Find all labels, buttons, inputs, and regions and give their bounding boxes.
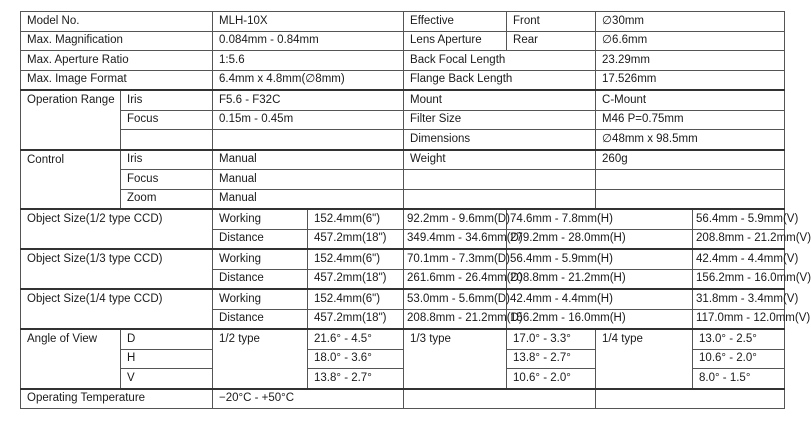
value-control-zoom: Manual bbox=[213, 189, 404, 209]
value-size-v: 117.0mm - 12.0mm(V) bbox=[693, 309, 785, 329]
label-op-iris: Iris bbox=[121, 90, 213, 110]
empty-cell bbox=[404, 170, 596, 190]
value-rear: ∅6.6mm bbox=[596, 31, 785, 51]
label-type-quarter: 1/4 type bbox=[596, 329, 693, 389]
label-control-focus: Focus bbox=[121, 170, 213, 190]
label-filter-size: Filter Size bbox=[404, 110, 596, 130]
value-size-d: 349.4mm - 34.6mm(D) bbox=[404, 229, 507, 249]
label-weight: Weight bbox=[404, 150, 596, 170]
label-operation-range: Operation Range bbox=[21, 90, 121, 150]
value-control-focus: Manual bbox=[213, 170, 404, 190]
value-angle-half-v: 13.8° - 2.7° bbox=[308, 369, 404, 389]
label-mount: Mount bbox=[404, 90, 596, 110]
value-distance: 152.4mm(6") bbox=[308, 249, 404, 269]
row-op-temp bbox=[21, 389, 785, 409]
value-size-v: 56.4mm - 5.9mm(V) bbox=[693, 209, 785, 229]
value-size-v: 31.8mm - 3.4mm(V) bbox=[693, 289, 785, 309]
row-operation-focus bbox=[21, 110, 785, 130]
value-distance: 152.4mm(6") bbox=[308, 209, 404, 229]
value-size-h: 42.4mm - 4.4mm(H) bbox=[507, 289, 693, 309]
row-object-half-working bbox=[21, 209, 785, 229]
label-control-zoom: Zoom bbox=[121, 189, 213, 209]
value-size-d: 261.6mm - 26.4mm(D) bbox=[404, 269, 507, 289]
row-control-zoom bbox=[21, 189, 785, 209]
value-size-h: 208.8mm - 21.2mm(H) bbox=[507, 269, 693, 289]
label-distance: Distance bbox=[213, 269, 308, 289]
label-back-focal: Back Focal Length bbox=[404, 51, 596, 71]
row-model bbox=[21, 12, 785, 32]
label-lens-aperture: Lens Aperture bbox=[404, 31, 507, 51]
row-object-quarter-working bbox=[21, 289, 785, 309]
value-distance: 457.2mm(18") bbox=[308, 229, 404, 249]
row-control-iris bbox=[21, 150, 785, 170]
empty-cell bbox=[404, 389, 596, 409]
label-type-half: 1/2 type bbox=[213, 329, 308, 389]
label-working: Working bbox=[213, 289, 308, 309]
value-size-h: 74.6mm - 7.8mm(H) bbox=[507, 209, 693, 229]
row-angle-d bbox=[21, 329, 785, 349]
label-rear: Rear bbox=[507, 31, 596, 51]
value-size-h: 56.4mm - 5.9mm(H) bbox=[507, 249, 693, 269]
row-operation-empty bbox=[21, 130, 785, 150]
value-size-d: 208.8mm - 21.2mm(D) bbox=[404, 309, 507, 329]
value-front: ∅30mm bbox=[596, 12, 785, 32]
value-aperture-ratio: 1:5.6 bbox=[213, 51, 404, 71]
label-dimensions: Dimensions bbox=[404, 130, 596, 150]
empty-cell bbox=[596, 389, 785, 409]
empty-cell bbox=[596, 170, 785, 190]
spec-table bbox=[20, 11, 811, 409]
value-distance: 457.2mm(18") bbox=[308, 269, 404, 289]
label-working: Working bbox=[213, 209, 308, 229]
row-control-focus bbox=[21, 170, 785, 190]
value-op-focus: 0.15m - 0.45m bbox=[213, 110, 404, 130]
value-angle-half-d: 21.6° - 4.5° bbox=[308, 329, 404, 349]
value-mount: C-Mount bbox=[596, 90, 785, 110]
value-dimensions: ∅48mm x 98.5mm bbox=[596, 130, 785, 150]
value-weight: 260g bbox=[596, 150, 785, 170]
label-distance: Distance bbox=[213, 229, 308, 249]
label-type-third: 1/3 type bbox=[404, 329, 507, 389]
row-magnification bbox=[21, 31, 785, 51]
label-angle-v: V bbox=[121, 369, 213, 389]
value-angle-quarter-v: 8.0° - 1.5° bbox=[693, 369, 785, 389]
label-model: Model No. bbox=[21, 12, 213, 32]
label-object-third: Object Size(1/3 type CCD) bbox=[21, 249, 213, 289]
empty-cell bbox=[404, 189, 596, 209]
value-size-d: 70.1mm - 7.3mm(D) bbox=[404, 249, 507, 269]
empty-cell bbox=[213, 130, 404, 150]
value-angle-third-v: 10.6° - 2.0° bbox=[507, 369, 596, 389]
value-op-iris: F5.6 - F32C bbox=[213, 90, 404, 110]
value-distance: 152.4mm(6") bbox=[308, 289, 404, 309]
value-size-v: 208.8mm - 21.2mm(V) bbox=[693, 229, 785, 249]
label-flange-back: Flange Back Length bbox=[404, 70, 596, 90]
empty-cell bbox=[596, 189, 785, 209]
label-angle-of-view: Angle of View bbox=[21, 329, 121, 389]
label-aperture-ratio: Max. Aperture Ratio bbox=[21, 51, 213, 71]
value-model: MLH-10X bbox=[213, 12, 404, 32]
value-size-h: 156.2mm - 16.0mm(H) bbox=[507, 309, 693, 329]
value-size-v: 156.2mm - 16.0mm(V) bbox=[693, 269, 785, 289]
label-front: Front bbox=[507, 12, 596, 32]
value-size-v: 42.4mm - 4.4mm(V) bbox=[693, 249, 785, 269]
row-image-format bbox=[21, 70, 785, 90]
value-angle-third-d: 17.0° - 3.3° bbox=[507, 329, 596, 349]
value-distance: 457.2mm(18") bbox=[308, 309, 404, 329]
value-op-temp: −20°C - +50°C bbox=[213, 389, 404, 409]
label-control-iris: Iris bbox=[121, 150, 213, 170]
value-angle-quarter-d: 13.0° - 2.5° bbox=[693, 329, 785, 349]
row-object-third-working bbox=[21, 249, 785, 269]
value-magnification: 0.084mm - 0.84mm bbox=[213, 31, 404, 51]
empty-cell bbox=[121, 130, 213, 150]
value-control-iris: Manual bbox=[213, 150, 404, 170]
value-size-d: 92.2mm - 9.6mm(D) bbox=[404, 209, 507, 229]
label-op-temp: Operating Temperature bbox=[21, 389, 213, 409]
value-size-h: 279.2mm - 28.0mm(H) bbox=[507, 229, 693, 249]
value-angle-half-h: 18.0° - 3.6° bbox=[308, 349, 404, 369]
label-working: Working bbox=[213, 249, 308, 269]
value-angle-third-h: 13.8° - 2.7° bbox=[507, 349, 596, 369]
label-object-half: Object Size(1/2 type CCD) bbox=[21, 209, 213, 249]
value-flange-back: 17.526mm bbox=[596, 70, 785, 90]
value-filter-size: M46 P=0.75mm bbox=[596, 110, 785, 130]
label-effective: Effective bbox=[404, 12, 507, 32]
row-operation-iris bbox=[21, 90, 785, 110]
label-image-format: Max. Image Format bbox=[21, 70, 213, 90]
label-op-focus: Focus bbox=[121, 110, 213, 130]
label-angle-h: H bbox=[121, 349, 213, 369]
label-control: Control bbox=[21, 150, 121, 210]
row-aperture-ratio bbox=[21, 51, 785, 71]
label-distance: Distance bbox=[213, 309, 308, 329]
value-back-focal: 23.29mm bbox=[596, 51, 785, 71]
label-object-quarter: Object Size(1/4 type CCD) bbox=[21, 289, 213, 329]
label-angle-d: D bbox=[121, 329, 213, 349]
label-magnification: Max. Magnification bbox=[21, 31, 213, 51]
value-size-d: 53.0mm - 5.6mm(D) bbox=[404, 289, 507, 309]
value-angle-quarter-h: 10.6° - 2.0° bbox=[693, 349, 785, 369]
value-image-format: 6.4mm x 4.8mm(∅8mm) bbox=[213, 70, 404, 90]
